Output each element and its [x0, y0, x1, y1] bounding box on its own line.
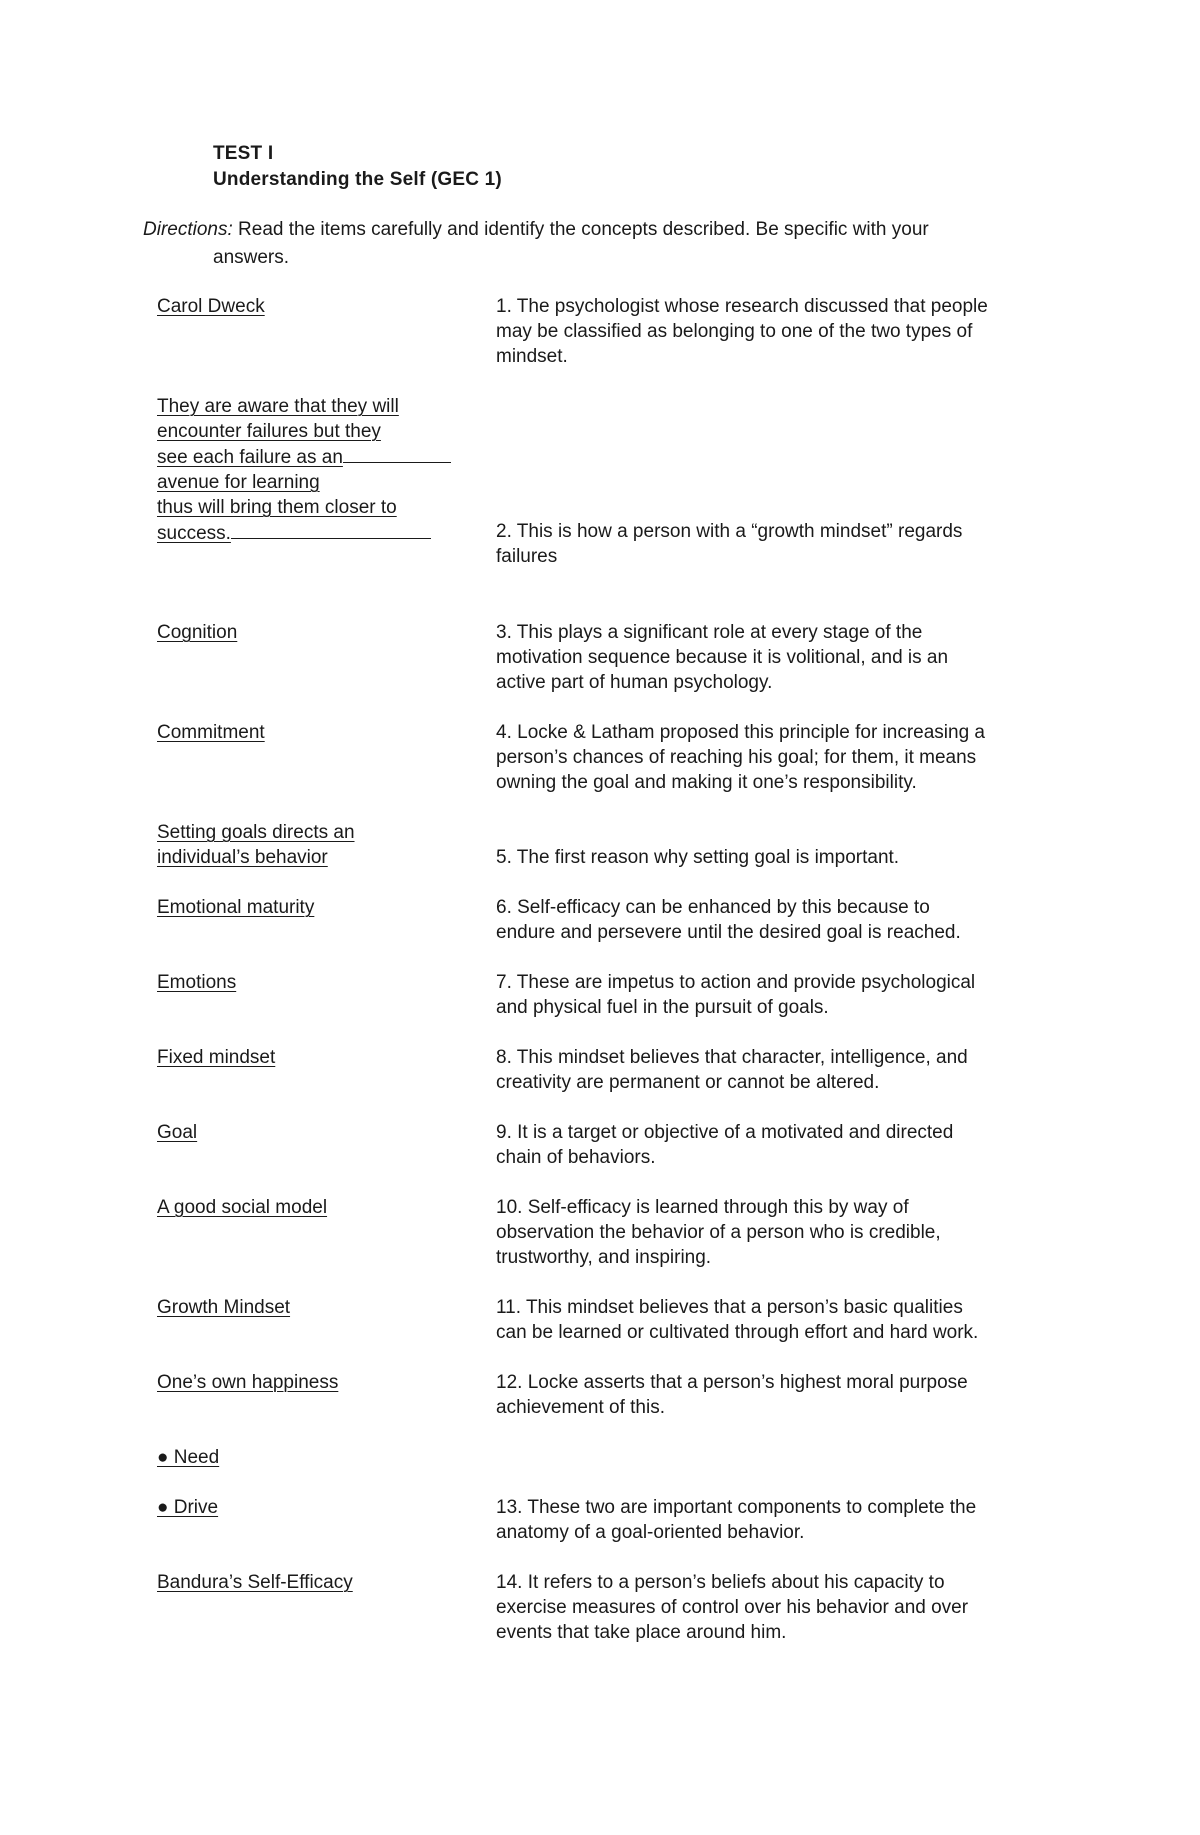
answer-11 — [157, 1295, 487, 1320]
answer-line: individual’s behavior — [157, 847, 328, 868]
question-line: 5. The first reason why setting goal is important. — [496, 847, 900, 868]
question-line: can be learned or cultivated through effort and hard work. — [496, 1322, 979, 1343]
question-line: observation the behavior of a person who is credible, — [496, 1222, 941, 1243]
answer-12 — [157, 1370, 487, 1395]
answer-line: Carol Dweck — [157, 296, 265, 317]
question-9 — [496, 1120, 1066, 1170]
question-line: endure and persevere until the desired goal is reached. — [496, 922, 961, 943]
question-line: person’s chances of reaching his goal; for them, it means — [496, 747, 977, 768]
answer-line: encounter failures but they — [157, 421, 381, 442]
question-line: 3. This plays a significant role at every stage of the — [496, 622, 923, 643]
answer-line: Goal — [157, 1122, 198, 1143]
answer-line: Growth Mindset — [157, 1297, 291, 1318]
blank-line — [231, 520, 431, 539]
directions-text: Read the items carefully and identify the concepts described. Be specific with your — [232, 219, 929, 240]
question-7 — [496, 970, 1066, 1020]
question-line: motivation sequence because it is volitional, and is an — [496, 647, 949, 668]
question-13 — [496, 1495, 1066, 1545]
question-line: achievement of this. — [496, 1397, 665, 1418]
question-4 — [496, 720, 1066, 795]
answer-line: Emotions — [157, 972, 237, 993]
question-11 — [496, 1295, 1066, 1345]
answer-2 — [157, 394, 487, 546]
answer-line: see each failure as an — [157, 447, 343, 468]
question-2 — [496, 519, 1066, 569]
answer-13-need — [157, 1445, 487, 1470]
question-line: 7. These are impetus to action and provide psychological — [496, 972, 976, 993]
question-line: creativity are permanent or cannot be altered. — [496, 1072, 880, 1093]
test-label: TEST I — [213, 143, 274, 164]
answer-line: Cognition — [157, 622, 238, 643]
question-line: chain of behaviors. — [496, 1147, 656, 1168]
answer-line: Bandura’s Self-Efficacy — [157, 1572, 353, 1593]
question-line: exercise measures of control over his behavior and over — [496, 1597, 969, 1618]
answer-3 — [157, 620, 487, 645]
question-line: 11. This mindset believes that a person’s basic qualities — [496, 1297, 963, 1318]
answer-line: They are aware that they will — [157, 396, 399, 417]
question-line: 12. Locke asserts that a person’s highest moral purpose — [496, 1372, 968, 1393]
answer-line: One’s own happiness — [157, 1372, 339, 1393]
directions-paragraph — [143, 216, 1043, 272]
question-line: 8. This mindset believes that character, intelligence, and — [496, 1047, 968, 1068]
question-line: 14. It refers to a person’s beliefs about his capacity to — [496, 1572, 945, 1593]
question-line: events that take place around him. — [496, 1622, 787, 1643]
answer-7 — [157, 970, 487, 995]
answer-13-drive — [157, 1495, 487, 1520]
answer-line: success. — [157, 523, 231, 544]
directions-text-continued: answers. — [213, 247, 290, 268]
question-line: 6. Self-efficacy can be enhanced by this because to — [496, 897, 930, 918]
question-6 — [496, 895, 1066, 945]
answer-5 — [157, 820, 487, 870]
answer-8 — [157, 1045, 487, 1070]
answer-line: Setting goals directs an — [157, 822, 355, 843]
answer-14 — [157, 1570, 487, 1595]
answer-line: Commitment — [157, 722, 265, 743]
answer-4 — [157, 720, 487, 745]
question-line: 1. The psychologist whose research discussed that people — [496, 296, 988, 317]
question-3 — [496, 620, 1066, 695]
question-line: may be classified as belonging to one of the two types of — [496, 321, 973, 342]
question-line: anatomy of a goal-oriented behavior. — [496, 1522, 805, 1543]
question-line: 4. Locke & Latham proposed this principle for increasing a — [496, 722, 985, 743]
answer-1 — [157, 294, 487, 319]
answer-10 — [157, 1195, 487, 1220]
answer-line: Fixed mindset — [157, 1047, 276, 1068]
answer-line: A good social model — [157, 1197, 328, 1218]
question-line: 9. It is a target or objective of a motivated and directed — [496, 1122, 954, 1143]
answer-line: Emotional maturity — [157, 897, 315, 918]
question-line: 2. This is how a person with a “growth mindset” regards — [496, 521, 963, 542]
answer-line: ● Need — [157, 1447, 220, 1468]
question-5 — [496, 845, 1066, 870]
answer-line: thus will bring them closer to — [157, 497, 397, 518]
question-line: mindset. — [496, 346, 568, 367]
blank-line — [343, 444, 451, 463]
question-10 — [496, 1195, 1066, 1270]
answer-line: ● Drive — [157, 1497, 219, 1518]
question-8 — [496, 1045, 1066, 1095]
question-line: owning the goal and making it one’s responsibility. — [496, 772, 917, 793]
answer-line: avenue for learning — [157, 472, 320, 493]
question-12 — [496, 1370, 1066, 1420]
question-line: failures — [496, 546, 558, 567]
directions-label: Directions: — [143, 219, 233, 240]
question-line: 10. Self-efficacy is learned through this by way of — [496, 1197, 909, 1218]
answer-9 — [157, 1120, 487, 1145]
question-1 — [496, 294, 1066, 369]
answer-6 — [157, 895, 487, 920]
question-line: and physical fuel in the pursuit of goals. — [496, 997, 829, 1018]
question-line: 13. These two are important components to complete the — [496, 1497, 977, 1518]
question-14 — [496, 1570, 1066, 1645]
course-title: Understanding the Self (GEC 1) — [213, 169, 502, 190]
question-line: trustworthy, and inspiring. — [496, 1247, 712, 1268]
question-line: active part of human psychology. — [496, 672, 773, 693]
